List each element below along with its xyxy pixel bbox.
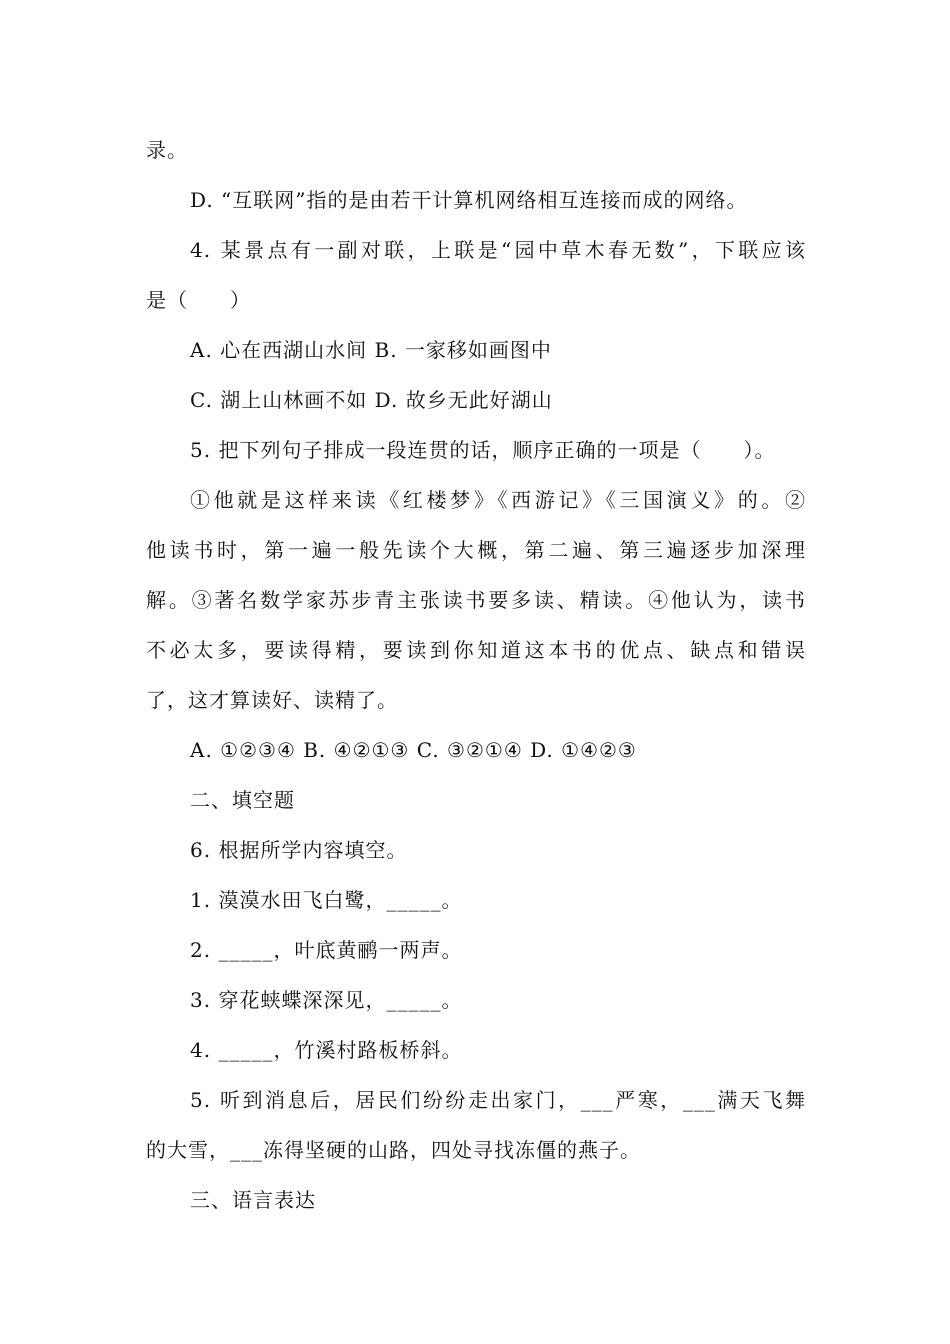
text-line: 4. 某景点有一副对联，上联是“园中草木春无数”，下联应该 <box>190 238 806 262</box>
text-line: A. 心在西湖山水间 B. 一家移如画图中 <box>190 338 552 362</box>
text-line: 的大雪，___冻得坚硬的山路，四处寻找冻僵的燕子。 <box>146 1138 641 1162</box>
section-heading: 二、填空题 <box>190 788 295 812</box>
section-heading: 三、语言表达 <box>190 1188 316 1212</box>
text-line: C. 湖上山林画不如 D. 故乡无此好湖山 <box>190 388 553 412</box>
text-line: 6. 根据所学内容填空。 <box>190 838 408 862</box>
text-line: 是（ ） <box>146 288 251 312</box>
text-line: 5. 把下列句子排成一段连贯的话，顺序正确的一项是（ ）。 <box>190 438 776 462</box>
text-line: 了，这才算读好、读精了。 <box>146 688 398 712</box>
text-line: ①他就是这样来读《红楼梦》《西游记》《三国演义》的。② <box>190 488 806 512</box>
text-line: 5. 听到消息后，居民们纷纷走出家门，___严寒，___满天飞舞 <box>190 1088 806 1112</box>
text-line: 他读书时，第一遍一般先读个大概，第二遍、第三遍逐步加深理 <box>146 538 806 562</box>
text-line: D. “互联网”指的是由若干计算机网络相互连接而成的网络。 <box>190 188 748 212</box>
text-line: 解。③著名数学家苏步青主张读书要多读、精读。④他认为，读书 <box>146 588 806 612</box>
text-line: A. ①②③④ B. ④②①③ C. ③②①④ D. ①④②③ <box>190 738 637 762</box>
text-line: 4. _____，竹溪村路板桥斜。 <box>190 1038 463 1062</box>
text-line: 不必太多，要读得精，要读到你知道这本书的优点、缺点和错误 <box>146 638 806 662</box>
text-line: 2. _____，叶底黄鹂一两声。 <box>190 938 463 962</box>
text-line: 录。 <box>146 138 188 162</box>
text-line: 1. 漠漠水田飞白鹭，_____。 <box>190 888 463 912</box>
text-line: 3. 穿花蛱蝶深深见，_____。 <box>190 988 463 1012</box>
